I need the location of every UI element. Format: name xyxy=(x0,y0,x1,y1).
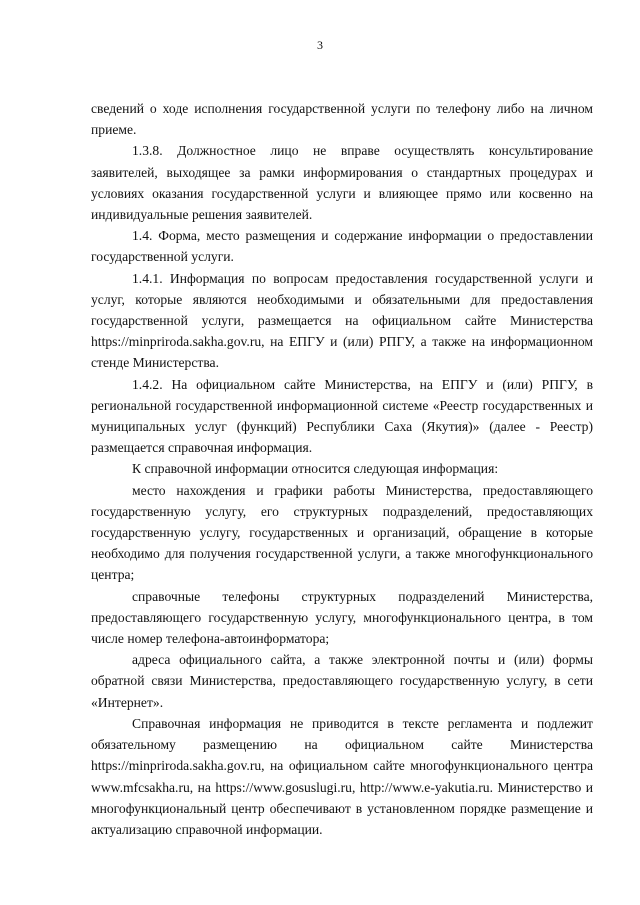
paragraph-location-schedule: место нахождения и графики работы Министерства, предоставляющего государственную услугу, его структурных подразделений, предоставляющих государственную услугу, государственных и организаций, обращение в которые необходимо для получения государственной услуги, а также многофункционального центра; xyxy=(91,482,593,583)
document-body xyxy=(91,98,593,840)
paragraph-reference-publication: Справочная информация не приводится в тексте регламента и подлежит обязательному размещению на официальном сайте Министерства https://minpriroda.sakha.gov.ru, на официальном сайте многофункционального центра www.mfcsakha.ru, на https://www.gosuslugi.ru, http://www.e-yakutia.ru. Министерство и многофункциональный центр обеспечивают в установленном порядке размещение и актуализацию справочной информации. xyxy=(91,715,593,837)
paragraph-continuation: сведений о ходе исполнения государственной услуги по телефону либо на личном приеме. xyxy=(91,101,593,138)
paragraph-phones: справочные телефоны структурных подразделений Министерства, предоставляющего государственную услугу, многофункционального центра, в том числе номер телефона-автоинформатора; xyxy=(91,588,593,647)
paragraph-1-4-2: 1.4.2. На официальном сайте Министерства, на ЕПГУ и (или) РПГУ, в региональной государственной информационной системе «Реестр государственных и муниципальных услуг (функций) Республики Саха (Якутия)» (далее - Реестр) размещается справочная информация. xyxy=(91,376,593,456)
paragraph-addresses: адреса официального сайта, а также электронной почты и (или) формы обратной связи Министерства, предоставляющего государственную услугу, в сети «Интернет». xyxy=(91,652,593,710)
page-number: 3 xyxy=(317,38,323,52)
paragraph-1-4-1: 1.4.1. Информация по вопросам предоставления государственной услуги и услуг, которые являются необходимыми и обязательными для предоставления государственной услуги, размещается на официальном сайте Министерства https://minpriroda.sakha.gov.ru, на ЕПГУ и (или) РПГУ, а также на информационном стенде Министерства. xyxy=(91,270,593,371)
paragraph-1-4: 1.4. Форма, место размещения и содержание информации о предоставлении государственной услуги. xyxy=(91,228,593,265)
paragraph-1-3-8: 1.3.8. Должностное лицо не вправе осуществлять консультирование заявителей, выходящее за рамки информирования о стандартных процедурах и условиях оказания государственной услуги и влияющее прямо или косвенно на индивидуальные решения заявителей. xyxy=(91,143,593,223)
paragraph-reference-info-intro: К справочной информации относится следующая информация: xyxy=(132,461,499,477)
